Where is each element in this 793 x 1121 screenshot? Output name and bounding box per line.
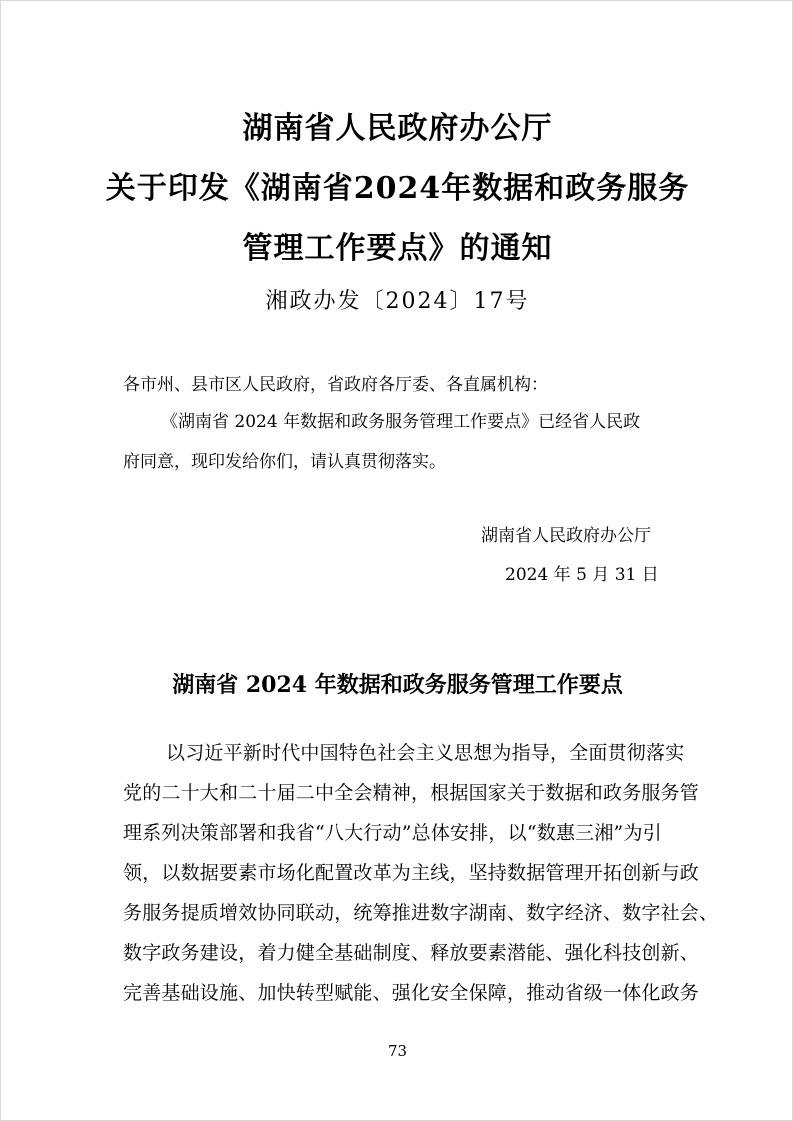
- signature-date: 2024 年 5 月 31 日: [505, 565, 659, 585]
- document-title-line-2: 关于印发《湖南省2024年数据和政务服务: [105, 171, 690, 206]
- recipients-line: 各市州、县市区人民政府，省政府各厅委、各直属机构：: [123, 375, 548, 395]
- signature-issuer: 湖南省人民政府办公厅: [481, 526, 651, 546]
- document-title-line-3: 管理工作要点》的通知: [242, 231, 553, 266]
- notice-line-2: 府同意，现印发给你们，请认真贯彻落实。: [123, 452, 446, 472]
- document-number: 湘政办发〔2024〕17号: [265, 289, 530, 314]
- body-line-2: 党的二十大和二十届二中全会精神，根据国家关于数据和政务服务管: [123, 782, 700, 804]
- body-line-7: 完善基础设施、加快转型赋能、强化安全保障，推动省级一体化政务: [123, 982, 700, 1004]
- attachment-title: 湖南省 2024 年数据和政务服务管理工作要点: [172, 672, 623, 698]
- body-line-1: 以习近平新时代中国特色社会主义思想为指导，全面贯彻落实: [166, 742, 685, 764]
- body-line-4: 领，以数据要素市场化配置改革为主线，坚持数据管理开拓创新与政: [123, 862, 700, 884]
- body-line-6: 数字政务建设，着力健全基础制度、释放要素潜能、强化科技创新、: [123, 942, 700, 964]
- body-line-5: 务服务提质增效协同联动，统筹推进数字湖南、数字经济、数字社会、: [123, 902, 719, 924]
- document-title-line-1: 湖南省人民政府办公厅: [242, 111, 553, 146]
- page-number: 73: [387, 1042, 408, 1060]
- body-line-3: 理系列决策部署和我省“八大行动”总体安排，以“数惠三湘”为引: [123, 822, 662, 844]
- notice-line-1: 《湖南省 2024 年数据和政务服务管理工作要点》已经省人民政: [161, 412, 641, 432]
